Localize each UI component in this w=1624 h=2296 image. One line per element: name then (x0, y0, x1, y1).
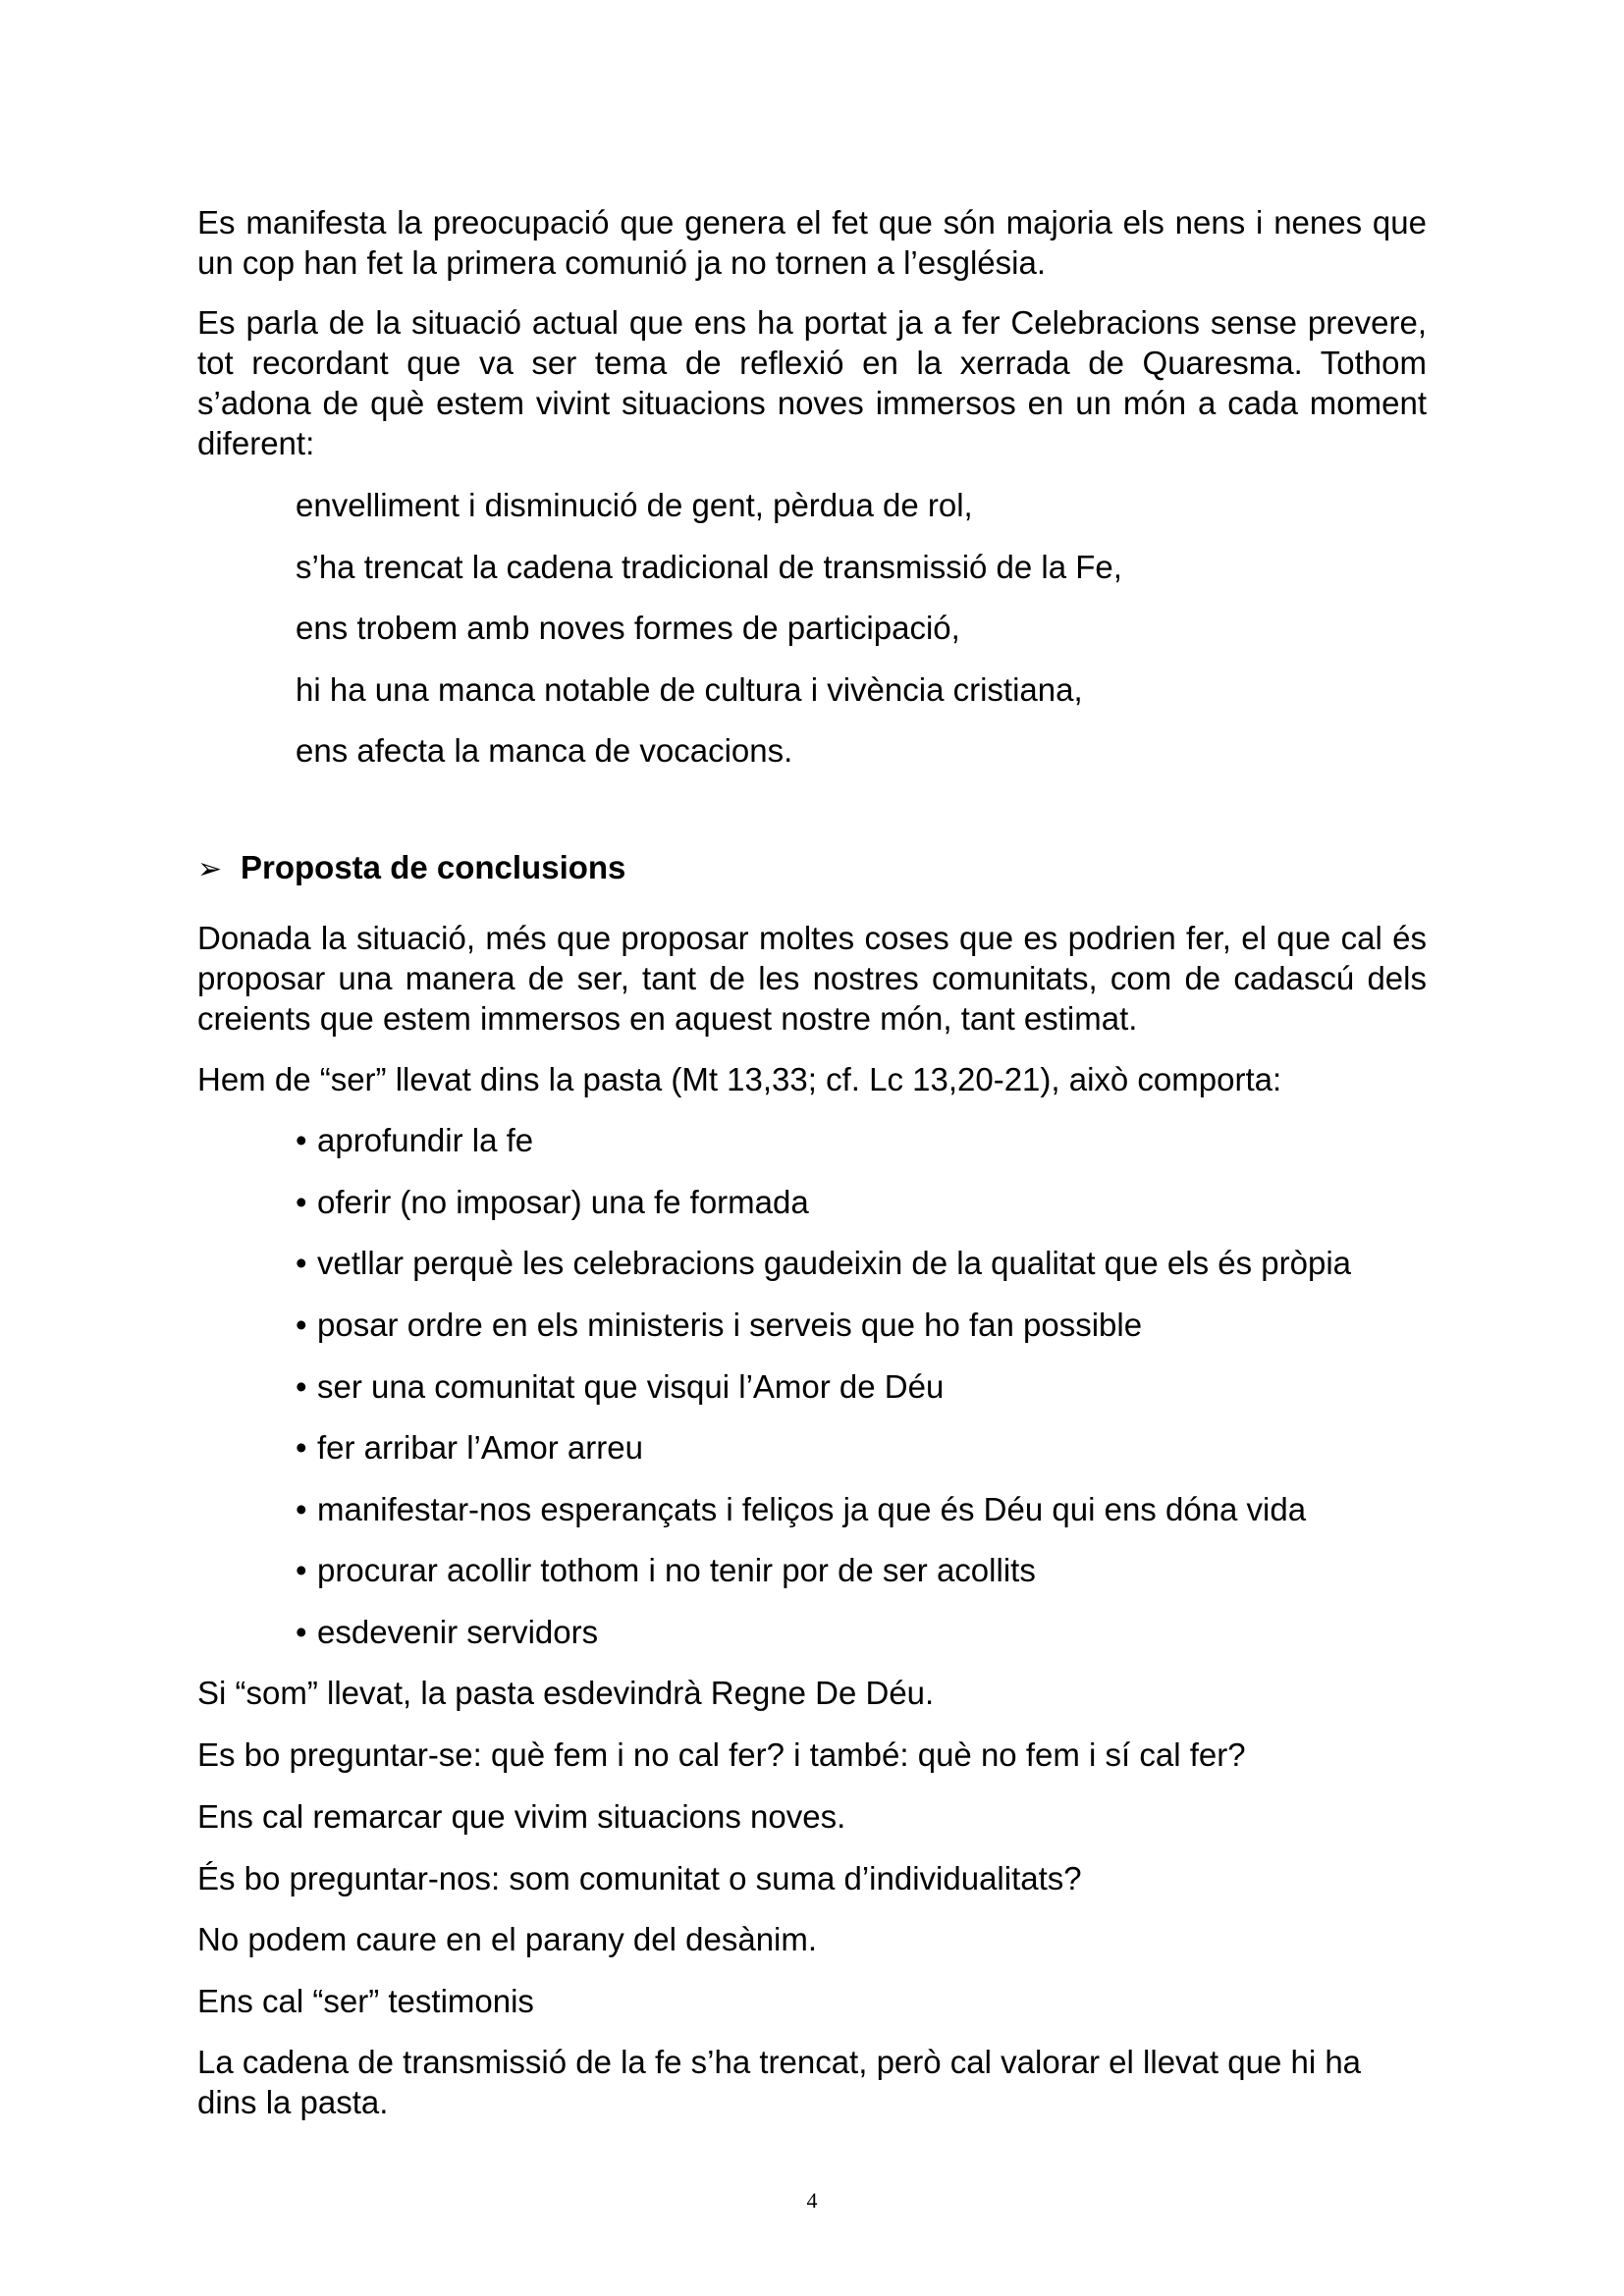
closing-line: És bo preguntar-nos: som comunitat o suma d’individualitats? (197, 1860, 1082, 1896)
bullet-text: oferir (no imposar) una fe formada (317, 1184, 809, 1220)
bullet-item (296, 1612, 1474, 1652)
bullet-icon: • (296, 1368, 307, 1405)
bullet-text: aprofundir la fe (317, 1122, 534, 1158)
bullet-item (296, 1427, 1474, 1468)
bullet-icon: • (296, 1429, 307, 1466)
closing-line: Es bo preguntar-se: què fem i no cal fer? i també: què no fem i sí cal fer? (197, 1736, 1246, 1773)
bullet-text: vetllar perquè les celebracions gaudeixin de la qualitat que els és pròpia (317, 1245, 1352, 1281)
closing-line: Ens cal “ser” testimonis (197, 1983, 534, 2019)
arrow-bullet-icon: ➢ (197, 852, 223, 886)
page-number: 4 (806, 2188, 818, 2213)
indented-line: ens trobem amb noves formes de participació, (296, 610, 960, 646)
bullet-text: posar ordre en els ministeris i serveis que ho fan possible (317, 1307, 1143, 1343)
bullet-item (296, 1182, 1474, 1222)
bullet-text: esdevenir servidors (317, 1614, 599, 1650)
bullet-icon: • (296, 1552, 307, 1588)
bullet-icon: • (296, 1307, 307, 1343)
bullet-item (296, 1305, 1474, 1345)
closing-line: Ens cal remarcar que vivim situacions noves. (197, 1798, 846, 1835)
indented-line: ens afecta la manca de vocacions. (296, 732, 793, 769)
bullet-icon: • (296, 1491, 307, 1527)
paragraph-intro-2: Es parla de la situació actual que ens ha portat ja a fer Celebracions sense prevere, tot recordant que va ser tema de reflexió en la xerrada de Quaresma. Tothom s’adona de què estem vivint situacions noves immersos en un món a cada moment diferent: (197, 304, 1427, 461)
bullet-icon: • (296, 1122, 307, 1158)
bullet-item (296, 1550, 1474, 1590)
indented-line: s’ha trencat la cadena tradicional de transmissió de la Fe, (296, 549, 1122, 585)
closing-line: No podem caure en el parany del desànim. (197, 1921, 818, 1957)
bullet-text: fer arribar l’Amor arreu (317, 1429, 643, 1466)
bullet-icon: • (296, 1614, 307, 1650)
indented-line: hi ha una manca notable de cultura i vivència cristiana, (296, 671, 1083, 708)
section-heading (197, 847, 1427, 889)
paragraph-hem: Hem de “ser” llevat dins la pasta (Mt 13,33; cf. Lc 13,20-21), això comporta: (197, 1061, 1282, 1097)
bullet-icon: • (296, 1245, 307, 1281)
paragraph-donada: Donada la situació, més que proposar moltes coses que es podrien fer, el que cal és proposar una manera de ser, tant de les nostres comunitats, com de cadascú dels creients que estem immersos en aquest nostre món, tant estimat. (197, 920, 1427, 1037)
bullet-item (296, 1243, 1474, 1283)
closing-line: Si “som” llevat, la pasta esdevindrà Regne De Déu. (197, 1675, 935, 1711)
bullet-item (296, 1489, 1474, 1529)
section-heading-text: Proposta de conclusions (241, 849, 626, 885)
indented-line: envelliment i disminució de gent, pèrdua de rol, (296, 487, 973, 523)
bullet-icon: • (296, 1184, 307, 1220)
bullet-text: manifestar-nos esperançats i feliços ja que és Déu qui ens dóna vida (317, 1491, 1307, 1527)
bullet-item (296, 1366, 1474, 1407)
bullet-item (296, 1120, 1474, 1160)
bullet-text: procurar acollir tothom i no tenir por de ser acollits (317, 1552, 1036, 1588)
paragraph-intro-1: Es manifesta la preocupació que genera el fet que són majoria els nens i nenes que un cop han fet la primera comunió ja no tornen a l’església. (197, 204, 1427, 281)
bullet-text: ser una comunitat que visqui l’Amor de Déu (317, 1368, 945, 1405)
final-paragraph: La cadena de transmissió de la fe s’ha trencat, però cal valorar el llevat que hi ha dins la pasta. (197, 2044, 1362, 2120)
